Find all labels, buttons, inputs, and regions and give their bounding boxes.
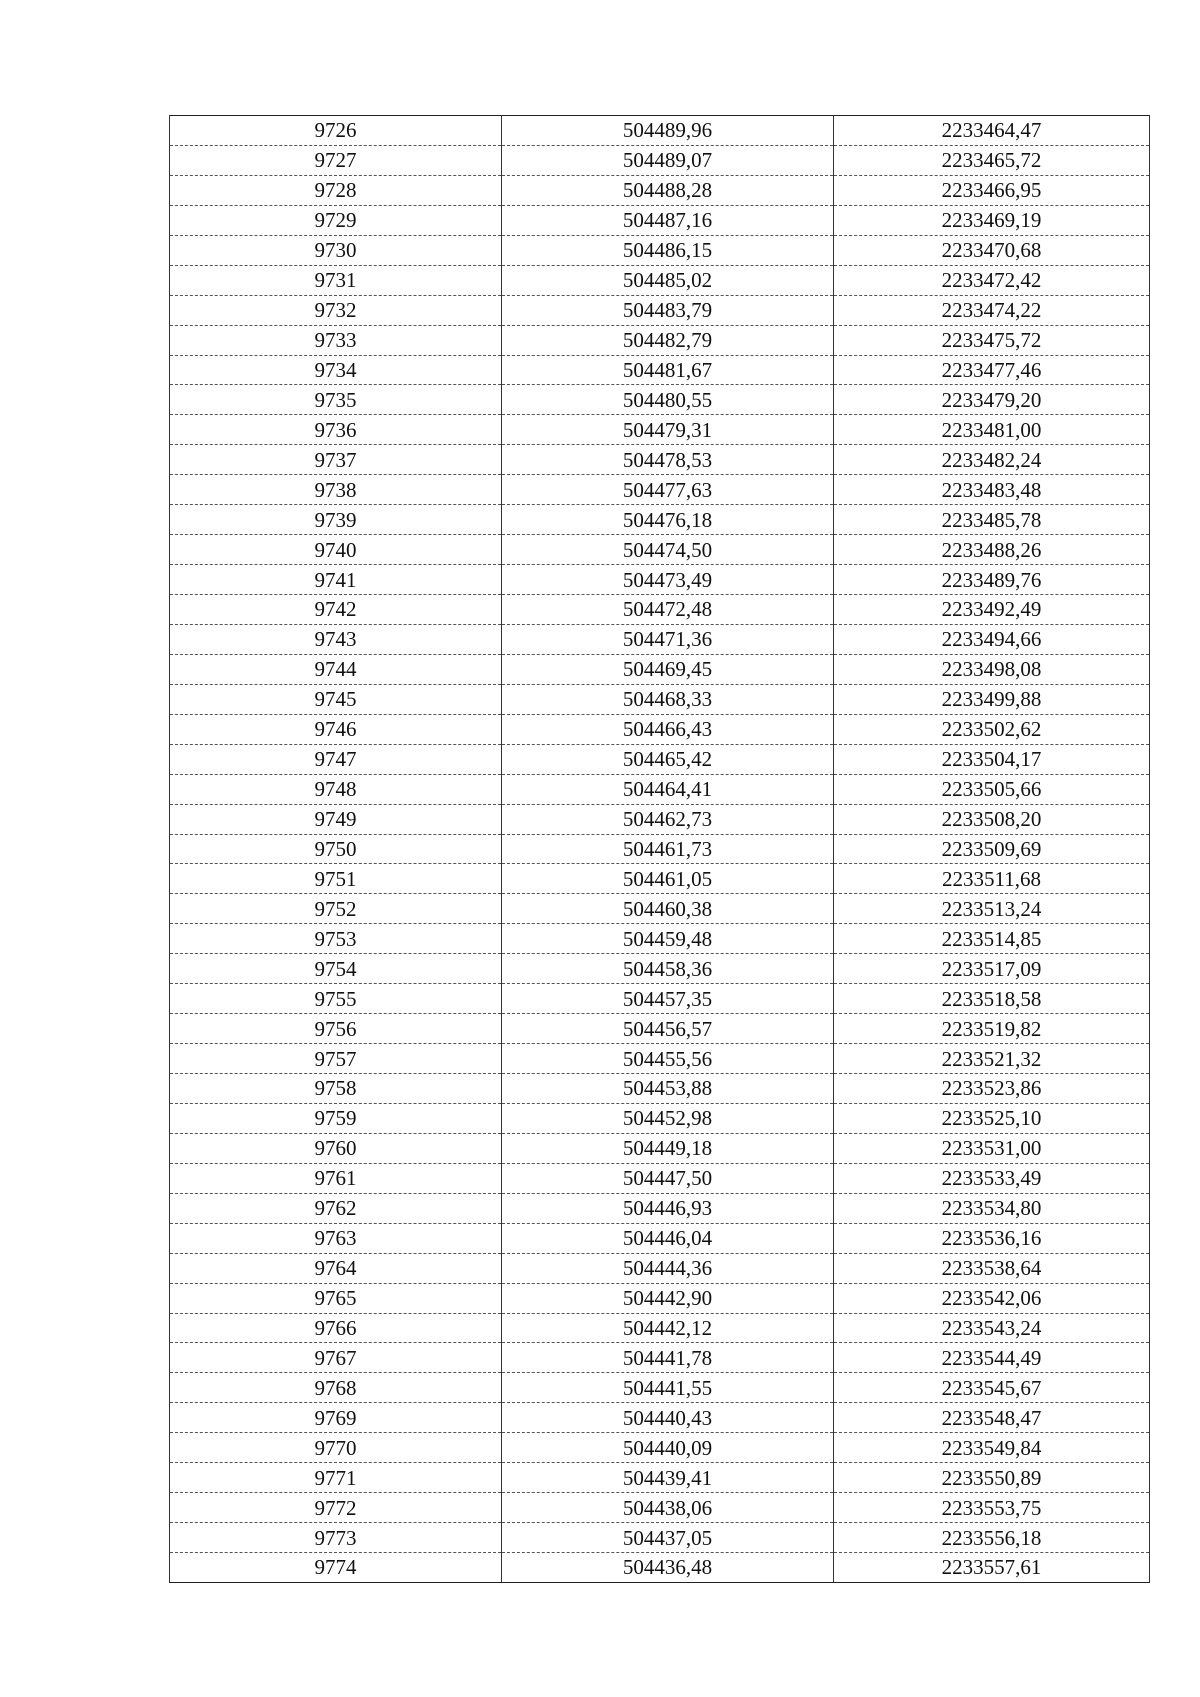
y-coordinate-cell: 2233534,80: [834, 1193, 1150, 1223]
x-coordinate-cell: 504436,48: [502, 1553, 834, 1583]
y-coordinate-cell: 2233466,95: [834, 175, 1150, 205]
y-coordinate-cell: 2233464,47: [834, 116, 1150, 146]
y-coordinate-cell: 2233549,84: [834, 1433, 1150, 1463]
y-coordinate-cell: 2233533,49: [834, 1163, 1150, 1193]
y-coordinate-cell: 2233521,32: [834, 1044, 1150, 1074]
point-number-cell: 9761: [170, 1163, 502, 1193]
table-row: [170, 1133, 1150, 1163]
table-row: [170, 744, 1150, 774]
table-row: [170, 654, 1150, 684]
table-row: [170, 1223, 1150, 1253]
table-row: [170, 295, 1150, 325]
x-coordinate-cell: 504442,90: [502, 1283, 834, 1313]
table-row: [170, 1493, 1150, 1523]
point-number-cell: 9744: [170, 654, 502, 684]
y-coordinate-cell: 2233556,18: [834, 1523, 1150, 1553]
table-row: [170, 1463, 1150, 1493]
point-number-cell: 9730: [170, 235, 502, 265]
table-row: [170, 505, 1150, 535]
table-row: [170, 415, 1150, 445]
y-coordinate-cell: 2233504,17: [834, 744, 1150, 774]
y-coordinate-cell: 2233531,00: [834, 1133, 1150, 1163]
x-coordinate-cell: 504441,78: [502, 1343, 834, 1373]
y-coordinate-cell: 2233517,09: [834, 954, 1150, 984]
x-coordinate-cell: 504474,50: [502, 535, 834, 565]
table-row: [170, 864, 1150, 894]
x-coordinate-cell: 504471,36: [502, 624, 834, 654]
table-row: [170, 1553, 1150, 1583]
table-row: [170, 1523, 1150, 1553]
y-coordinate-cell: 2233509,69: [834, 834, 1150, 864]
table-row: [170, 684, 1150, 714]
y-coordinate-cell: 2233513,24: [834, 894, 1150, 924]
x-coordinate-cell: 504461,73: [502, 834, 834, 864]
y-coordinate-cell: 2233475,72: [834, 325, 1150, 355]
y-coordinate-cell: 2233482,24: [834, 445, 1150, 475]
table-row: [170, 1253, 1150, 1283]
point-number-cell: 9769: [170, 1403, 502, 1433]
x-coordinate-cell: 504457,35: [502, 984, 834, 1014]
table-row: [170, 1343, 1150, 1373]
table-row: [170, 595, 1150, 625]
point-number-cell: 9737: [170, 445, 502, 475]
x-coordinate-cell: 504461,05: [502, 864, 834, 894]
table-row: [170, 535, 1150, 565]
x-coordinate-cell: 504473,49: [502, 565, 834, 595]
point-number-cell: 9739: [170, 505, 502, 535]
x-coordinate-cell: 504478,53: [502, 445, 834, 475]
table-row: [170, 1373, 1150, 1403]
x-coordinate-cell: 504455,56: [502, 1044, 834, 1074]
point-number-cell: 9745: [170, 684, 502, 714]
y-coordinate-cell: 2233523,86: [834, 1074, 1150, 1104]
point-number-cell: 9746: [170, 714, 502, 744]
x-coordinate-cell: 504442,12: [502, 1313, 834, 1343]
coordinates-table: [169, 115, 1150, 1583]
y-coordinate-cell: 2233499,88: [834, 684, 1150, 714]
y-coordinate-cell: 2233479,20: [834, 385, 1150, 415]
point-number-cell: 9754: [170, 954, 502, 984]
table-row: [170, 1044, 1150, 1074]
y-coordinate-cell: 2233489,76: [834, 565, 1150, 595]
x-coordinate-cell: 504460,38: [502, 894, 834, 924]
point-number-cell: 9742: [170, 595, 502, 625]
table-row: [170, 355, 1150, 385]
point-number-cell: 9733: [170, 325, 502, 355]
point-number-cell: 9773: [170, 1523, 502, 1553]
table-row: [170, 894, 1150, 924]
x-coordinate-cell: 504483,79: [502, 295, 834, 325]
y-coordinate-cell: 2233514,85: [834, 924, 1150, 954]
y-coordinate-cell: 2233543,24: [834, 1313, 1150, 1343]
point-number-cell: 9747: [170, 744, 502, 774]
x-coordinate-cell: 504462,73: [502, 804, 834, 834]
x-coordinate-cell: 504452,98: [502, 1103, 834, 1133]
y-coordinate-cell: 2233465,72: [834, 145, 1150, 175]
y-coordinate-cell: 2233477,46: [834, 355, 1150, 385]
y-coordinate-cell: 2233511,68: [834, 864, 1150, 894]
point-number-cell: 9759: [170, 1103, 502, 1133]
point-number-cell: 9757: [170, 1044, 502, 1074]
point-number-cell: 9771: [170, 1463, 502, 1493]
y-coordinate-cell: 2233469,19: [834, 205, 1150, 235]
point-number-cell: 9728: [170, 175, 502, 205]
table-row: [170, 235, 1150, 265]
y-coordinate-cell: 2233492,49: [834, 595, 1150, 625]
table-row: [170, 475, 1150, 505]
x-coordinate-cell: 504480,55: [502, 385, 834, 415]
y-coordinate-cell: 2233545,67: [834, 1373, 1150, 1403]
x-coordinate-cell: 504489,96: [502, 116, 834, 146]
table-row: [170, 1313, 1150, 1343]
point-number-cell: 9752: [170, 894, 502, 924]
x-coordinate-cell: 504449,18: [502, 1133, 834, 1163]
point-number-cell: 9758: [170, 1074, 502, 1104]
x-coordinate-cell: 504479,31: [502, 415, 834, 445]
y-coordinate-cell: 2233519,82: [834, 1014, 1150, 1044]
point-number-cell: 9753: [170, 924, 502, 954]
x-coordinate-cell: 504472,48: [502, 595, 834, 625]
x-coordinate-cell: 504481,67: [502, 355, 834, 385]
point-number-cell: 9762: [170, 1193, 502, 1223]
point-number-cell: 9750: [170, 834, 502, 864]
coordinates-table-body: [170, 116, 1150, 1583]
table-row: [170, 565, 1150, 595]
point-number-cell: 9763: [170, 1223, 502, 1253]
x-coordinate-cell: 504466,43: [502, 714, 834, 744]
point-number-cell: 9729: [170, 205, 502, 235]
x-coordinate-cell: 504464,41: [502, 774, 834, 804]
y-coordinate-cell: 2233536,16: [834, 1223, 1150, 1253]
table-row: [170, 175, 1150, 205]
x-coordinate-cell: 504437,05: [502, 1523, 834, 1553]
point-number-cell: 9736: [170, 415, 502, 445]
table-row: [170, 1283, 1150, 1313]
table-row: [170, 445, 1150, 475]
x-coordinate-cell: 504447,50: [502, 1163, 834, 1193]
x-coordinate-cell: 504458,36: [502, 954, 834, 984]
x-coordinate-cell: 504459,48: [502, 924, 834, 954]
y-coordinate-cell: 2233518,58: [834, 984, 1150, 1014]
table-row: [170, 1103, 1150, 1133]
table-row: [170, 1193, 1150, 1223]
y-coordinate-cell: 2233474,22: [834, 295, 1150, 325]
x-coordinate-cell: 504469,45: [502, 654, 834, 684]
table-row: [170, 714, 1150, 744]
point-number-cell: 9756: [170, 1014, 502, 1044]
x-coordinate-cell: 504487,16: [502, 205, 834, 235]
point-number-cell: 9766: [170, 1313, 502, 1343]
y-coordinate-cell: 2233488,26: [834, 535, 1150, 565]
point-number-cell: 9741: [170, 565, 502, 595]
x-coordinate-cell: 504456,57: [502, 1014, 834, 1044]
point-number-cell: 9743: [170, 624, 502, 654]
y-coordinate-cell: 2233538,64: [834, 1253, 1150, 1283]
point-number-cell: 9755: [170, 984, 502, 1014]
point-number-cell: 9764: [170, 1253, 502, 1283]
point-number-cell: 9727: [170, 145, 502, 175]
x-coordinate-cell: 504485,02: [502, 265, 834, 295]
point-number-cell: 9749: [170, 804, 502, 834]
point-number-cell: 9748: [170, 774, 502, 804]
y-coordinate-cell: 2233544,49: [834, 1343, 1150, 1373]
table-row: [170, 205, 1150, 235]
y-coordinate-cell: 2233508,20: [834, 804, 1150, 834]
y-coordinate-cell: 2233472,42: [834, 265, 1150, 295]
y-coordinate-cell: 2233483,48: [834, 475, 1150, 505]
y-coordinate-cell: 2233553,75: [834, 1493, 1150, 1523]
x-coordinate-cell: 504444,36: [502, 1253, 834, 1283]
table-row: [170, 1014, 1150, 1044]
y-coordinate-cell: 2233542,06: [834, 1283, 1150, 1313]
x-coordinate-cell: 504440,09: [502, 1433, 834, 1463]
table-row: [170, 265, 1150, 295]
x-coordinate-cell: 504446,04: [502, 1223, 834, 1253]
y-coordinate-cell: 2233505,66: [834, 774, 1150, 804]
point-number-cell: 9740: [170, 535, 502, 565]
x-coordinate-cell: 504482,79: [502, 325, 834, 355]
y-coordinate-cell: 2233485,78: [834, 505, 1150, 535]
table-row: [170, 834, 1150, 864]
x-coordinate-cell: 504489,07: [502, 145, 834, 175]
point-number-cell: 9726: [170, 116, 502, 146]
table-row: [170, 1433, 1150, 1463]
point-number-cell: 9767: [170, 1343, 502, 1373]
point-number-cell: 9732: [170, 295, 502, 325]
x-coordinate-cell: 504468,33: [502, 684, 834, 714]
point-number-cell: 9768: [170, 1373, 502, 1403]
y-coordinate-cell: 2233502,62: [834, 714, 1150, 744]
table-row: [170, 385, 1150, 415]
x-coordinate-cell: 504477,63: [502, 475, 834, 505]
table-row: [170, 1074, 1150, 1104]
x-coordinate-cell: 504486,15: [502, 235, 834, 265]
table-row: [170, 1163, 1150, 1193]
x-coordinate-cell: 504439,41: [502, 1463, 834, 1493]
y-coordinate-cell: 2233550,89: [834, 1463, 1150, 1493]
point-number-cell: 9774: [170, 1553, 502, 1583]
y-coordinate-cell: 2233525,10: [834, 1103, 1150, 1133]
table-row: [170, 325, 1150, 355]
table-row: [170, 145, 1150, 175]
x-coordinate-cell: 504440,43: [502, 1403, 834, 1433]
point-number-cell: 9735: [170, 385, 502, 415]
point-number-cell: 9765: [170, 1283, 502, 1313]
point-number-cell: 9760: [170, 1133, 502, 1163]
x-coordinate-cell: 504465,42: [502, 744, 834, 774]
y-coordinate-cell: 2233498,08: [834, 654, 1150, 684]
point-number-cell: 9731: [170, 265, 502, 295]
x-coordinate-cell: 504446,93: [502, 1193, 834, 1223]
x-coordinate-cell: 504438,06: [502, 1493, 834, 1523]
table-row: [170, 1403, 1150, 1433]
table-row: [170, 774, 1150, 804]
table-row: [170, 624, 1150, 654]
table-row: [170, 804, 1150, 834]
point-number-cell: 9772: [170, 1493, 502, 1523]
table-row: [170, 984, 1150, 1014]
table-row: [170, 924, 1150, 954]
point-number-cell: 9751: [170, 864, 502, 894]
y-coordinate-cell: 2233548,47: [834, 1403, 1150, 1433]
x-coordinate-cell: 504453,88: [502, 1074, 834, 1104]
y-coordinate-cell: 2233470,68: [834, 235, 1150, 265]
x-coordinate-cell: 504488,28: [502, 175, 834, 205]
x-coordinate-cell: 504441,55: [502, 1373, 834, 1403]
table-row: [170, 954, 1150, 984]
y-coordinate-cell: 2233557,61: [834, 1553, 1150, 1583]
y-coordinate-cell: 2233481,00: [834, 415, 1150, 445]
table-row: [170, 116, 1150, 146]
x-coordinate-cell: 504476,18: [502, 505, 834, 535]
point-number-cell: 9738: [170, 475, 502, 505]
y-coordinate-cell: 2233494,66: [834, 624, 1150, 654]
point-number-cell: 9770: [170, 1433, 502, 1463]
point-number-cell: 9734: [170, 355, 502, 385]
